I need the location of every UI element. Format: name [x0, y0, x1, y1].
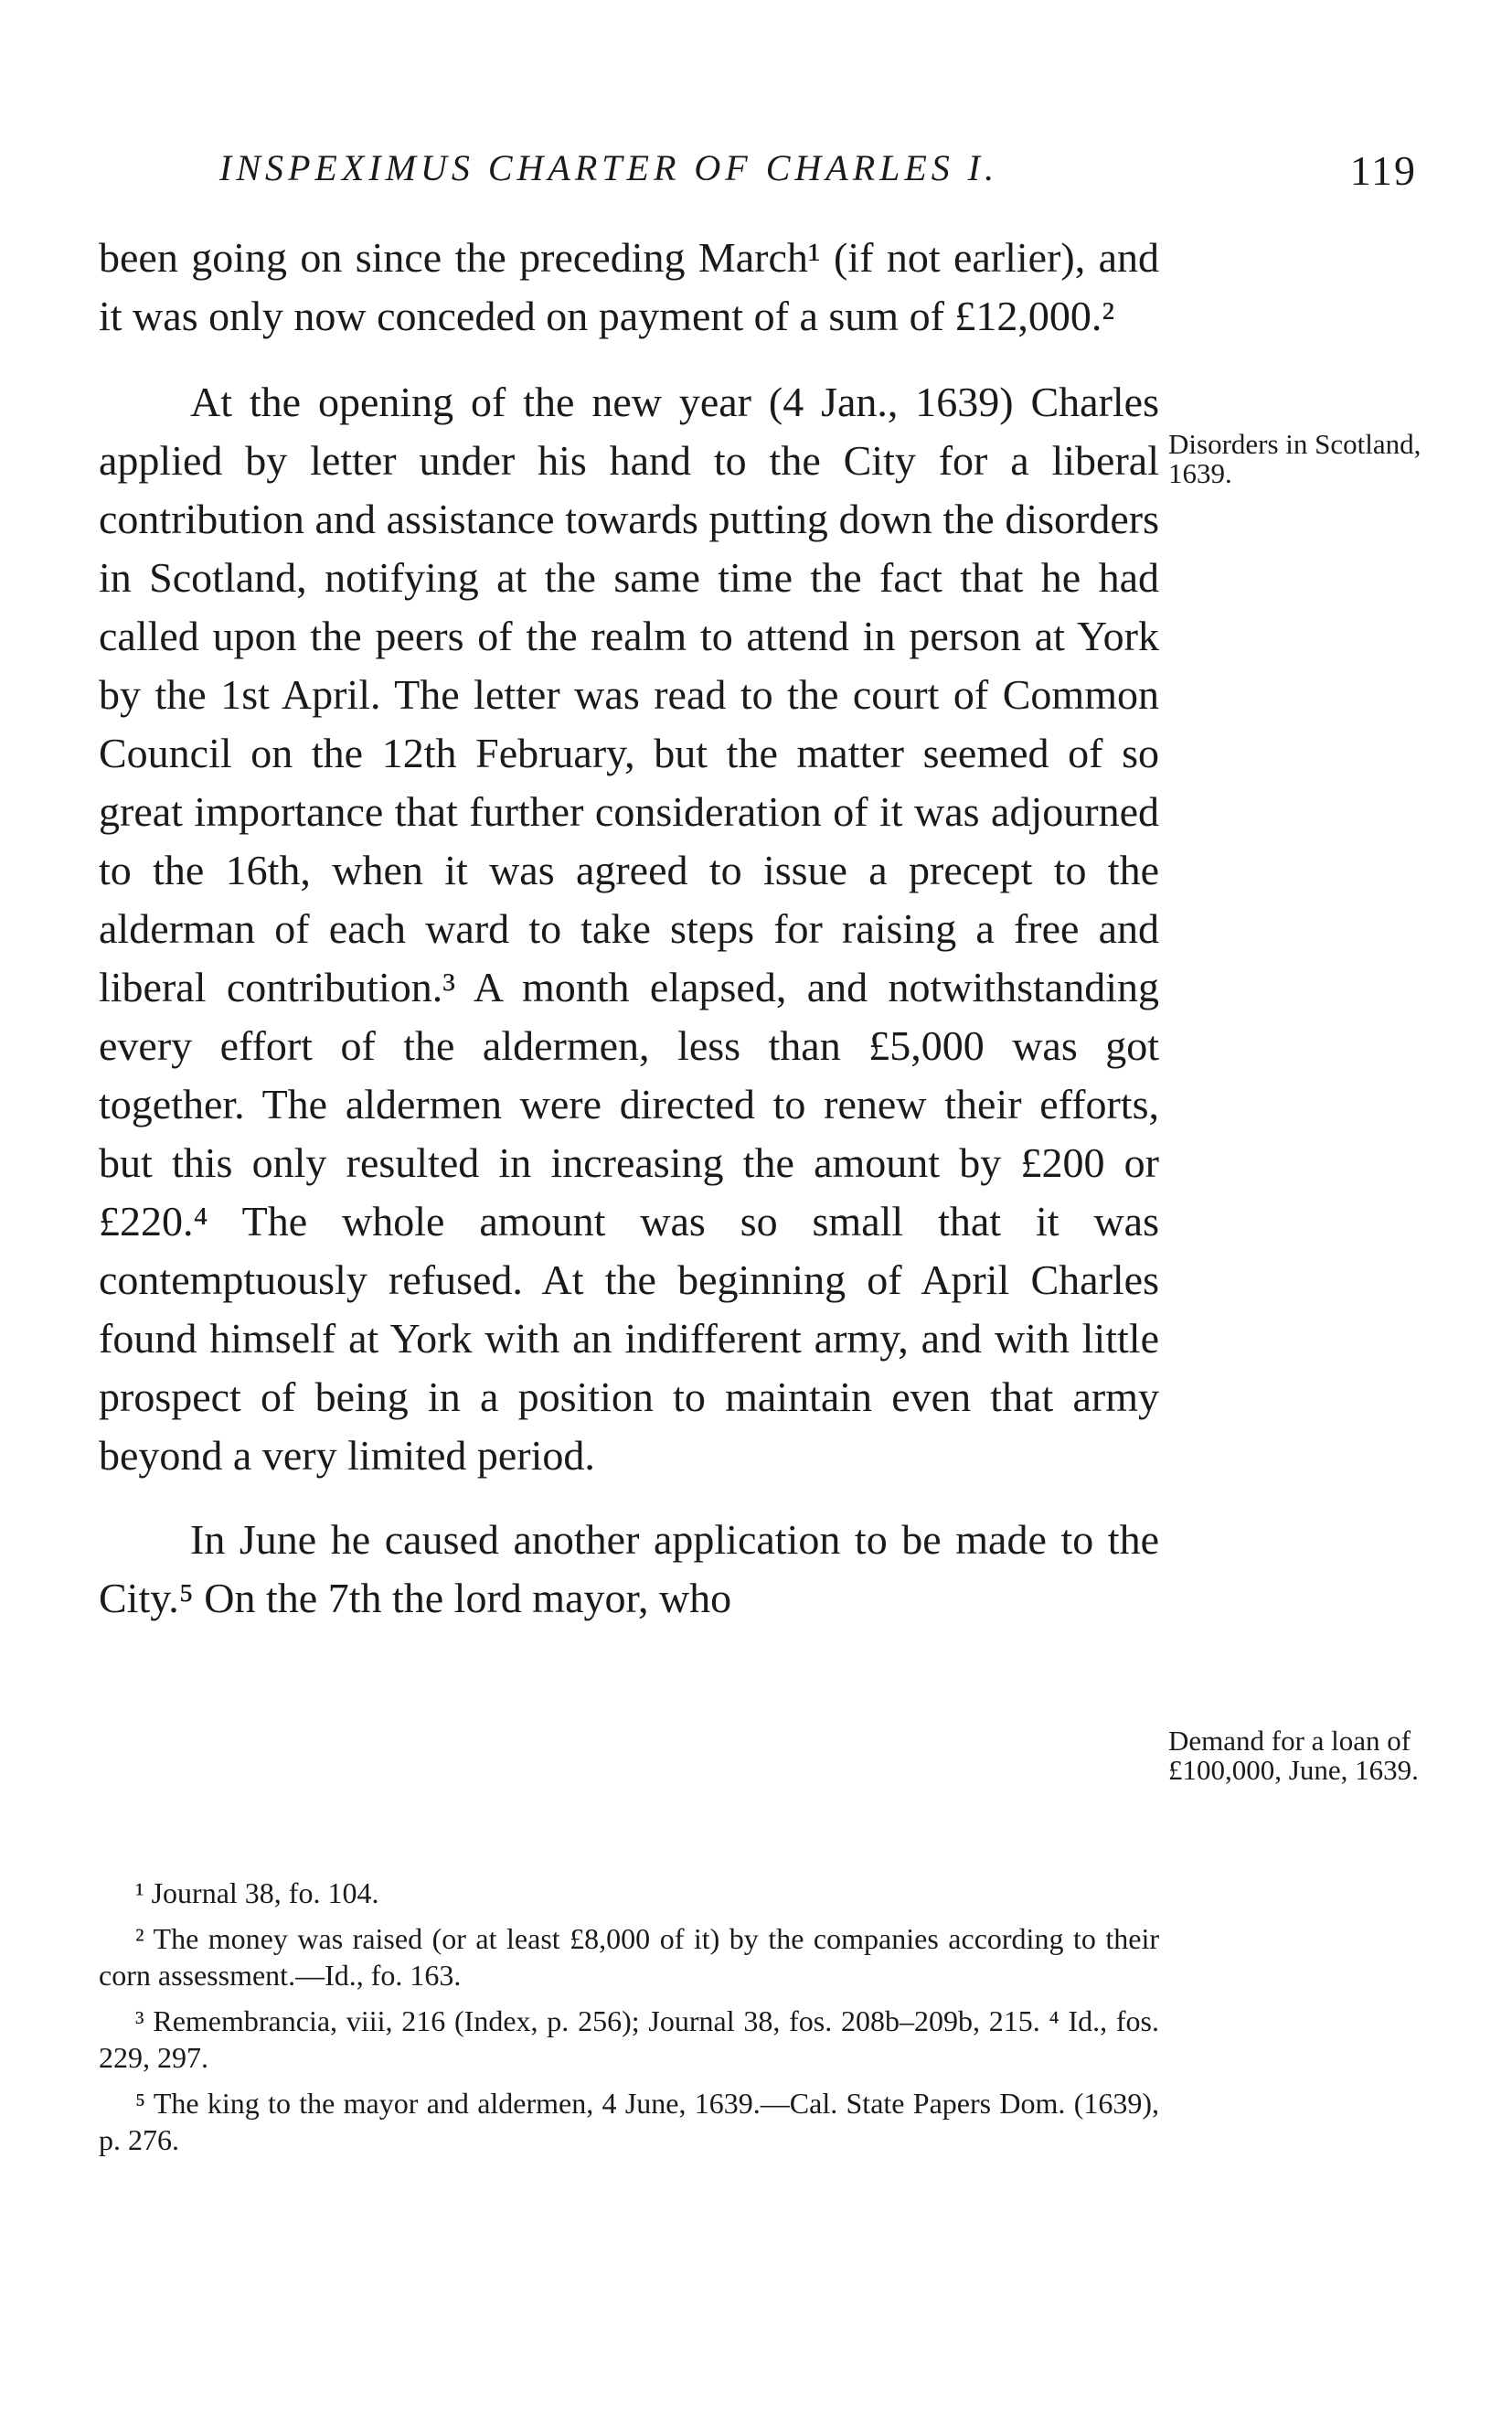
footnote-3-4: ³ Remembrancia, viii, 216 (Index, p. 256); Journal 38, fos. 208b–209b, 215. ⁴ Id., fos. 229, 297.	[99, 2004, 1159, 2074]
footnote-2: ² The money was raised (or at least £8,000 of it) by the companies according to their corn assessment.—Id., fo. 163.	[99, 1922, 1159, 1992]
paragraph-continued: been going on since the preceding March¹ (if not earlier), and it was only now conceded on payment of a sum of £12,000.²	[99, 234, 1159, 339]
footnotes	[99, 1875, 1159, 2167]
running-head	[101, 146, 1417, 201]
body-text	[99, 229, 1159, 1628]
paragraph-june-application: In June he caused another application to be made to the City.⁵ On the 7th the lord mayor, who	[99, 1516, 1159, 1621]
footnote-5: ⁵ The king to the mayor and aldermen, 4 June, 1639.—Cal. State Papers Dom. (1639), p. 276.	[99, 2087, 1159, 2156]
running-head-title: INSPEXIMUS CHARTER OF CHARLES I.	[219, 147, 999, 188]
paragraph-disorders-scotland: At the opening of the new year (4 Jan., 1639) Charles applied by letter under his hand to the City for a liberal contribution and assistance towards putting down the disorders in Scotland, notifying at the same time the fact that he had called upon the peers of the realm to attend in person at York by the 1st April. The letter was read to the court of Common Council on the 12th February, but the matter seemed of so great importance that further consideration of it was adjourned to the 16th, when it was agreed to issue a precept to the alderman of each ward to take steps for raising a free and liberal contribution.³ A month elapsed, and notwithstanding every effort of the aldermen, less than £5,000 was got together. The aldermen were directed to renew their efforts, but this only resulted in increasing the amount by £200 or £220.⁴ The whole amount was so small that it was contemptuously refused. At the beginning of April Charles found himself at York with an indifferent army, and with little prospect of being in a position to maintain even that army beyond a very limited period.	[99, 379, 1159, 1479]
margin-note-disorders: Disorders in Scotland, 1639.	[1168, 428, 1421, 489]
footnote-1: ¹ Journal 38, fo. 104.	[135, 1876, 379, 1909]
margin-note-loan-demand: Demand for a loan of £100,000, June, 1639.	[1168, 1725, 1419, 1786]
page-number: 119	[1349, 147, 1417, 194]
